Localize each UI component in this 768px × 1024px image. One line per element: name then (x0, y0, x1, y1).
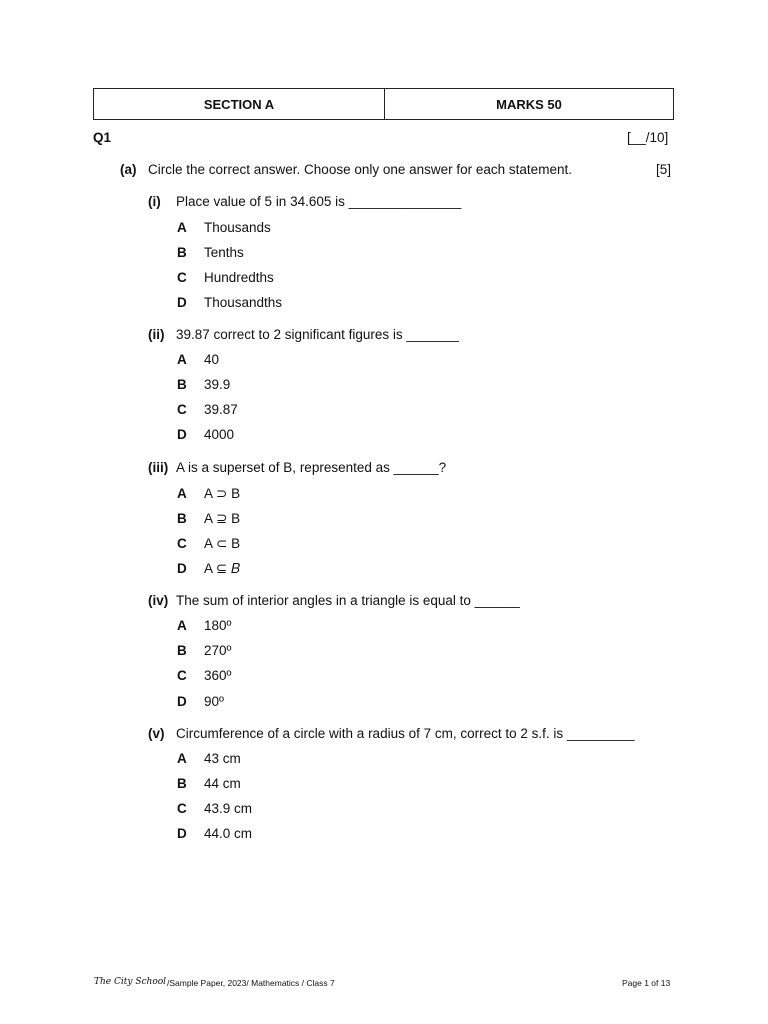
option-text: 180º (204, 618, 232, 633)
item-text: Place value of 5 in 34.605 is _______________ (176, 194, 462, 209)
option-letter: D (177, 427, 187, 442)
school-logo: The City School (94, 977, 167, 987)
section-title: SECTION A (94, 89, 385, 119)
option-letter: B (177, 511, 187, 526)
option-text: 39.9 (204, 377, 231, 392)
page-number: Page 1 of 13 (622, 978, 671, 988)
option-letter: A (177, 751, 187, 766)
item-label: (v) (148, 726, 165, 741)
option-text: 44 cm (204, 776, 241, 791)
question-number: Q1 (93, 130, 112, 145)
option-letter: C (177, 801, 187, 816)
option-letter: A (177, 352, 187, 367)
option-text: 39.87 (204, 402, 238, 417)
option-letter: D (177, 826, 187, 841)
option-text: 43.9 cm (204, 801, 253, 816)
part-label: (a) (120, 162, 137, 177)
option-text: 4000 (204, 427, 235, 442)
option-text: Tenths (204, 245, 244, 260)
option-text: 43 cm (204, 751, 241, 766)
option-letter: C (177, 402, 187, 417)
option-letter: B (177, 245, 187, 260)
option-text: 90º (204, 694, 224, 709)
item-label: (iii) (148, 460, 169, 475)
option-text: Thousandths (204, 295, 283, 310)
option-letter: B (177, 776, 187, 791)
option-letter: A (177, 220, 187, 235)
option-text: A ⊂ B (204, 536, 241, 551)
option-text: Hundredths (204, 270, 274, 285)
option-letter: C (177, 270, 187, 285)
option-text: A ⊇ B (204, 511, 241, 526)
option-text: 360º (204, 668, 232, 683)
part-marks: [5] (656, 162, 672, 177)
section-marks: MARKS 50 (496, 96, 562, 112)
option-letter: C (177, 668, 187, 683)
item-text: Circumference of a circle with a radius of 7 cm, correct to 2 s.f. is _________ (176, 726, 635, 741)
option-text: 270º (204, 643, 232, 658)
item-text: The sum of interior angles in a triangle is equal to ______ (176, 593, 520, 608)
option-letter: D (177, 295, 187, 310)
item-text: A is a superset of B, represented as ______? (176, 460, 447, 475)
option-letter: D (177, 561, 187, 576)
part-instruction: Circle the correct answer. Choose only one answer for each statement. (148, 162, 572, 177)
option-letter: B (177, 377, 187, 392)
question-marks: [__/10] (627, 130, 669, 145)
option-letter: D (177, 694, 187, 709)
footer-paper-info: /Sample Paper, 2023/ Mathematics / Class 7 (167, 978, 335, 988)
option-letter: A (177, 486, 187, 501)
item-label: (iv) (148, 593, 169, 608)
option-letter: A (177, 618, 187, 633)
option-text: A ⊆ 𝐵 (204, 561, 241, 576)
option-text: 44.0 cm (204, 826, 253, 841)
section-header-table (93, 88, 674, 120)
option-text: Thousands (204, 220, 271, 235)
option-letter: B (177, 643, 187, 658)
option-letter: C (177, 536, 187, 551)
item-label: (ii) (148, 327, 165, 342)
option-text: 40 (204, 352, 220, 367)
item-text: 39.87 correct to 2 significant figures is _______ (176, 327, 459, 342)
option-text: A ⊃ B (204, 486, 241, 501)
item-label: (i) (148, 194, 161, 209)
